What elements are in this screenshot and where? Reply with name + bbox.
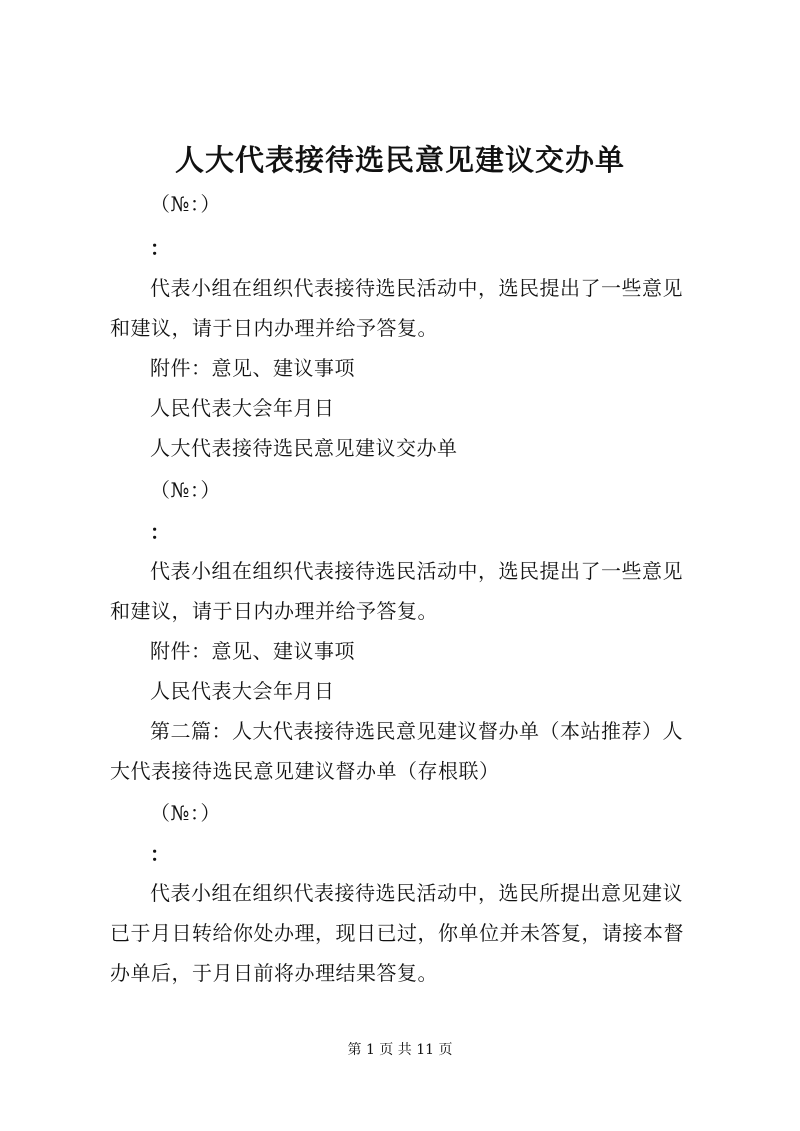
repeat-title-line: 人大代表接待选民意见建议交办单	[150, 436, 458, 460]
paragraph-line: 和建议，请于日内办理并给予答复。	[110, 316, 438, 340]
number-line: （№：）	[150, 192, 221, 216]
paragraph-line: 代表小组在组织代表接待选民活动中，选民所提出意见建议	[150, 881, 683, 905]
paragraph-line: 和建议，请于日内办理并给予答复。	[110, 599, 438, 623]
attachment-line: 附件：意见、建议事项	[150, 639, 355, 663]
page-footer: 第 1 页 共 11 页	[347, 1042, 453, 1058]
recipient-colon: ：	[150, 842, 171, 866]
recipient-colon: ：	[150, 236, 171, 260]
attachment-line: 附件：意见、建议事项	[150, 356, 355, 380]
paragraph-line: 已于月日转给你处办理，现日已过，你单位并未答复，请接本督	[110, 921, 684, 945]
signature-line: 人民代表大会年月日	[150, 396, 335, 420]
paragraph-line: 办单后，于月日前将办理结果答复。	[110, 961, 438, 985]
number-line: （№：）	[150, 478, 221, 502]
signature-line: 人民代表大会年月日	[150, 679, 335, 703]
paragraph-line: 代表小组在组织代表接待选民活动中，选民提出了一些意见	[150, 559, 683, 583]
paragraph-line: 代表小组在组织代表接待选民活动中，选民提出了一些意见	[150, 276, 683, 300]
document-title: 人大代表接待选民意见建议交办单	[174, 143, 625, 177]
section-heading-line: 大代表接待选民意见建议督办单（存根联）	[110, 759, 500, 783]
recipient-colon: ：	[150, 520, 171, 544]
number-line: （№：）	[150, 801, 221, 825]
section-heading-line: 第二篇：人大代表接待选民意见建议督办单（本站推荐）人	[150, 719, 683, 743]
